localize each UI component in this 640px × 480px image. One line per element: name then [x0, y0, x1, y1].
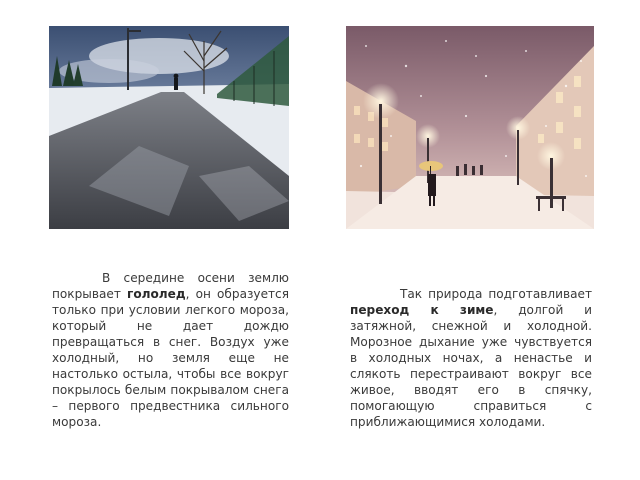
right-paragraph-start: Так природа подготавливает — [400, 287, 592, 301]
icy-road-photo — [49, 26, 289, 229]
right-paragraph-end: , долгой и затяжной, снежной и холодной. Морозное дыхание уже чувствуется в холодных ночах, а ненастье и слякоть перестраивают вокруг все живое, вводят его в спячку, помогающую справиться с приближающимися холодами. — [350, 303, 593, 429]
right-paragraph — [350, 286, 592, 430]
right-keyword: переход к зиме — [350, 303, 494, 317]
left-keyword: гололед — [127, 287, 186, 301]
snowy-city-street-photo — [346, 26, 594, 229]
left-paragraph-end: , он образуется только при условии легкого мороза, который не дает дождю превращаться в снег. Воздух уже холодный, но земля еще не настолько остыла, чтобы все вокруг покрылось белым покрывалом снега – первого предвестника сильного мороза. — [52, 287, 289, 429]
left-paragraph-start: В середине осени землю покрывает — [52, 271, 289, 301]
left-paragraph — [52, 270, 289, 430]
